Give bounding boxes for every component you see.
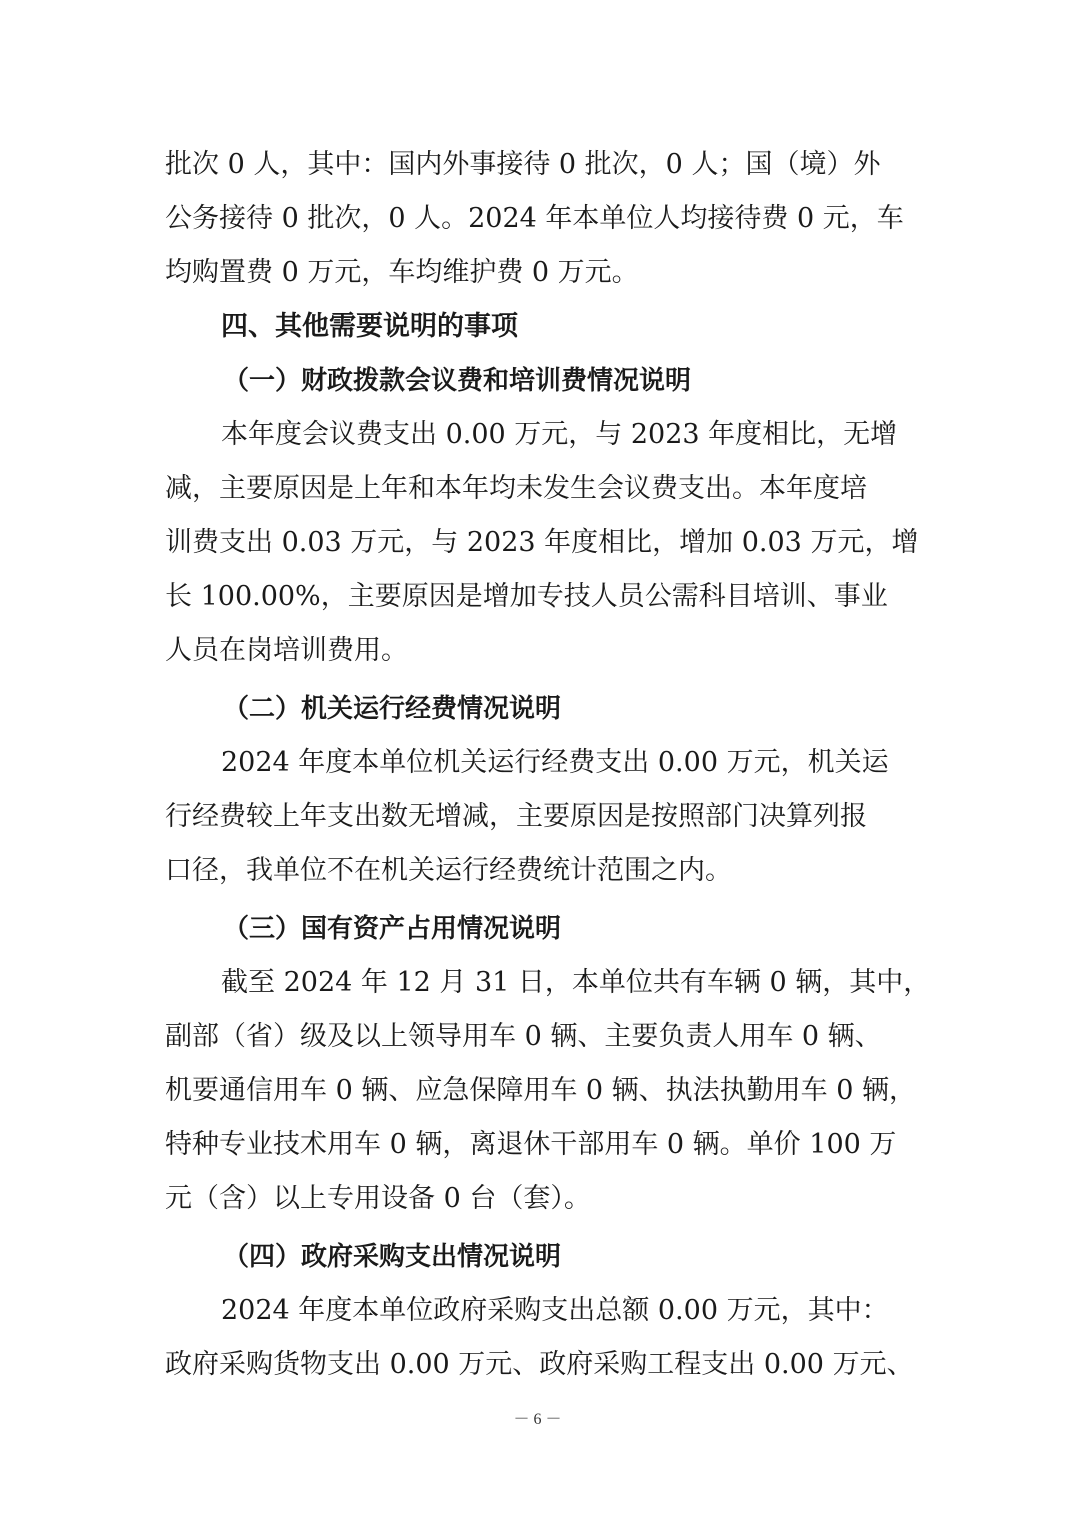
text-line: 元（含）以上专用设备 0 台（套）。 (165, 1183, 591, 1214)
page-number: － 6 － (513, 1411, 562, 1428)
text-line: 政府采购货物支出 0.00 万元、政府采购工程支出 0.00 万元、 (165, 1349, 914, 1380)
text-line: 本年度会议费支出 0.00 万元，与 2023 年度相比，无增 (221, 419, 898, 450)
text-line: 训费支出 0.03 万元，与 2023 年度相比，增加 0.03 万元，增 (165, 527, 919, 558)
text-line: 2024 年度本单位机关运行经费支出 0.00 万元，机关运 (221, 747, 889, 778)
text-line: 人员在岗培训费用。 (165, 635, 408, 666)
text-line: 减，主要原因是上年和本年均未发生会议费支出。本年度培 (165, 473, 867, 504)
text-line: 均购置费 0 万元，车均维护费 0 万元。 (165, 257, 639, 288)
text-line: 特种专业技术用车 0 辆，离退休干部用车 0 辆。单价 100 万 (165, 1129, 897, 1160)
document-body (165, 138, 931, 1392)
subsection-heading: （一）财政拨款会议费和培训费情况说明 (223, 366, 692, 396)
text-line: 机要通信用车 0 辆、应急保障用车 0 辆、执法执勤用车 0 辆， (165, 1075, 917, 1106)
text-line: 口径，我单位不在机关运行经费统计范围之内。 (165, 855, 732, 886)
text-line: 2024 年度本单位政府采购支出总额 0.00 万元，其中： (221, 1295, 889, 1326)
text-line: 副部（省）级及以上领导用车 0 辆、主要负责人用车 0 辆、 (165, 1021, 882, 1052)
subsection-heading: （二）机关运行经费情况说明 (223, 694, 562, 724)
text-line: 行经费较上年支出数无增减，主要原因是按照部门决算列报 (165, 801, 867, 832)
subsection-heading: （四）政府采购支出情况说明 (223, 1242, 562, 1272)
section-heading: 四、其他需要说明的事项 (221, 311, 518, 342)
text-line: 公务接待 0 批次，0 人。2024 年本单位人均接待费 0 元，车 (165, 203, 904, 234)
text-line: 批次 0 人，其中：国内外事接待 0 批次，0 人；国（境）外 (165, 149, 881, 180)
text-line: 截至 2024 年 12 月 31 日，本单位共有车辆 0 辆，其中， (221, 967, 931, 998)
text-line: 长 100.00%，主要原因是增加专技人员公需科目培训、事业 (165, 581, 888, 612)
subsection-heading: （三）国有资产占用情况说明 (223, 914, 562, 944)
